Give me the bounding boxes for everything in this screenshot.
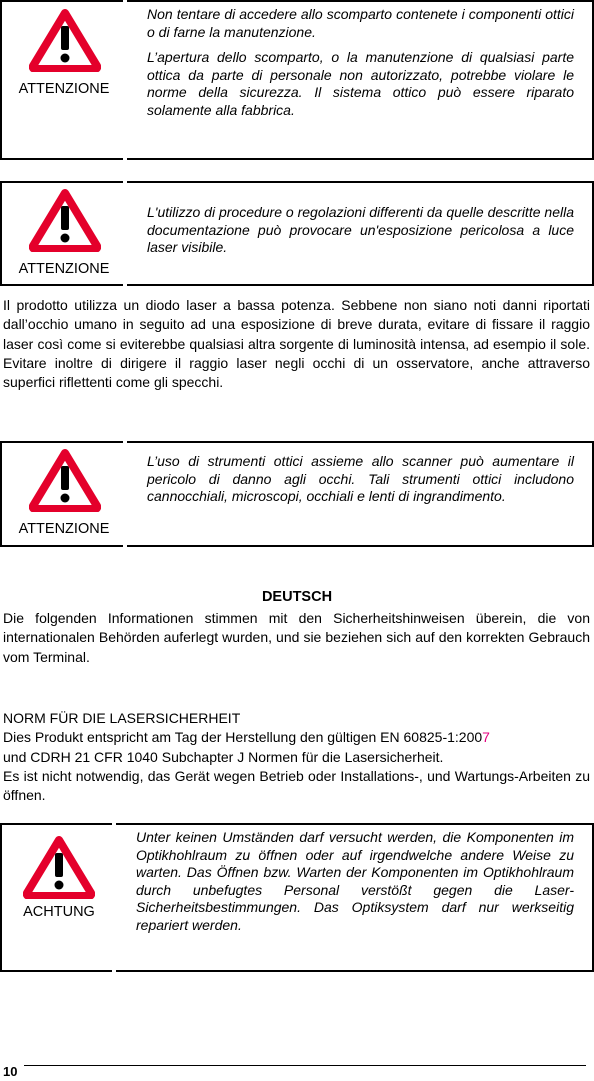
warning-paragraph: Non tentare di accedere allo scomparto contenete i componenti ottici o di farne la manutenzione. (147, 6, 574, 40)
footer-rule (24, 1065, 586, 1066)
norm-line: Es ist nicht notwendig, das Gerät wegen Betrieb oder Installations-, und Wartungs-Arbeiten zu öffnen. (3, 767, 590, 804)
warning-triangle-icon (29, 8, 101, 72)
norm-line: und CDRH 21 CFR 1040 Subchapter J Normen für die Lasersicherheit. (3, 748, 444, 765)
warning-box-3 (0, 441, 594, 547)
warning-box-2 (0, 181, 594, 286)
warning-paragraph: L’uso di strumenti ottici assieme allo scanner può aumentare il pericolo di danno agli occhi. Tali strumenti ottici includono cannocchiali, microscopi, occhiali e lenti di ingrandimento. (147, 453, 574, 504)
norm-title: NORM FÜR DIE LASERSICHERHEIT (3, 710, 241, 726)
warning-label: ACHTUNG (23, 904, 95, 920)
warning-paragraph: L'utilizzo di procedure o regolazioni differenti da quelle descritte nella documentazione può provocare un'esposizione pericolosa a luce laser visibile. (147, 204, 574, 255)
warning-box-4 (0, 823, 594, 972)
section-heading: DEUTSCH (261, 589, 333, 605)
warning-paragraph: L’apertura dello scomparto, o la manutenzione di qualsiasi parte ottica da parte di personale non autorizzato, potrebbe violare le norme della sicurezza. Il sistema ottico può essere riparato solamente alla fabbrica. (147, 49, 574, 118)
warning-label: ATTENZIONE (18, 81, 110, 97)
warning-text (136, 829, 574, 934)
warning-text (147, 204, 574, 257)
revision-marker: 7 (482, 729, 490, 746)
laser-safety-paragraph: Il prodotto utilizza un diodo laser a bassa potenza. Sebbene non siano noti danni riportati dall’occhio umano in seguito ad una esposizione di breve durata, evitare di fissare il raggio laser così come si eviterebbe qualsiasi altra sorgente di luminosità intensa, ad esempio il sole. Evitare inoltre di dirigere il raggio laser negli occhi di un osservatore, anche attraverso superfici riflettenti come gli specchi. (3, 297, 590, 391)
norm-line: Dies Produkt entspricht am Tag der Herstellung den gültigen EN 60825-1:2007 (3, 729, 490, 746)
warning-text (147, 6, 574, 119)
intro-paragraph: Die folgenden Informationen stimmen mit den Sicherheitshinweisen überein, die von internationalen Behörden auferlegt wurden, und sie beziehen sich auf den korrekten Gebrauch vom Terminal. (3, 610, 590, 665)
page-number: 10 (3, 1064, 18, 1079)
warning-box-1 (0, 0, 594, 160)
warning-label: ATTENZIONE (18, 521, 110, 537)
warning-triangle-icon (23, 835, 95, 899)
warning-paragraph: Unter keinen Umständen darf versucht werden, die Komponenten im Optikhohlraum zu öffnen oder auf irgendwelche andere Weise zu warten. Das Öffnen bzw. Warten der Komponenten im Optikhohlraum durch unbefugtes Personal verstößt gegen die Laser-Sicherheitsbestimmungen. Das Optiksystem darf nur werkseitig repariert werden. (136, 829, 574, 933)
norm-block (3, 709, 590, 805)
warning-triangle-icon (29, 448, 101, 512)
warning-text (147, 453, 574, 506)
warning-triangle-icon (29, 188, 101, 252)
warning-label: ATTENZIONE (18, 261, 110, 277)
